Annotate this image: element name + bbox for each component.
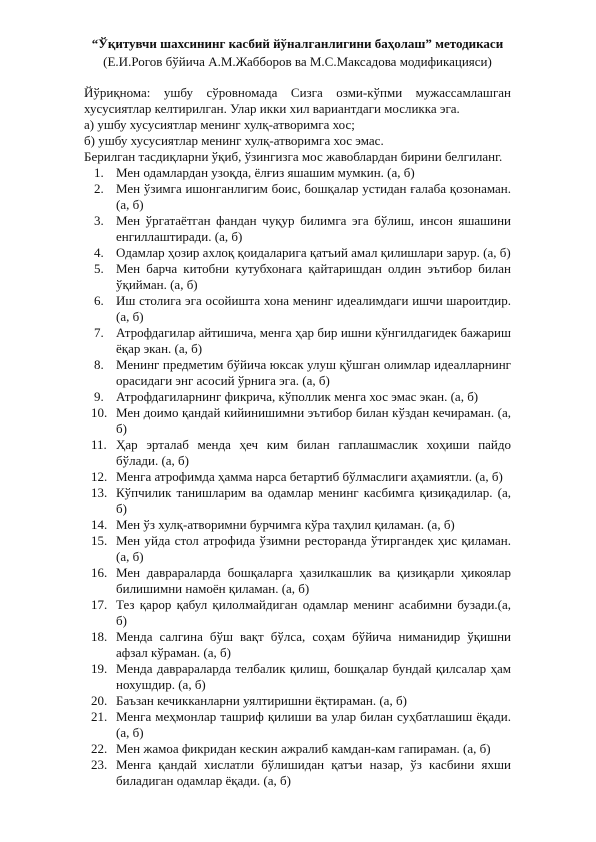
list-item: [84, 245, 511, 261]
item-number: 14.: [91, 517, 108, 532]
item-number: 6.: [94, 293, 104, 308]
item-number: 13.: [91, 485, 108, 500]
item-text: Мен барча китобни кутубхонага қайтаришдан олдин эътибор билан ўқийман. (а, б): [116, 261, 511, 292]
instruction-line-2: хусусиятлар келтирилган. Улар икки хил вариантдаги мосликка эга.: [84, 101, 460, 116]
item-number: 18.: [91, 629, 108, 644]
instruction-line-1: Йўриқнома: ушбу сўровномада Сизга озми-кўпми мужассамлашган: [84, 85, 511, 100]
item-text: Менда даврараларда телбалик қилиш, бошқалар бундай қилсалар ҳам нохушдир. (а, б): [116, 661, 511, 692]
item-text: Мен даврараларда бошқаларга ҳазилкашлик ва қизиқарли ҳикоялар билишимни намоён қиламан. (а, б): [116, 565, 511, 596]
item-number: 8.: [94, 357, 104, 372]
item-number: 5.: [94, 261, 104, 276]
item-text: Мен жамоа фикридан кескин ажралиб камдан-кам гапираман. (а, б): [116, 741, 491, 756]
item-text: Атрофдагиларнинг фикрича, кўполлик менга хос эмас экан. (а, б): [116, 389, 479, 404]
list-item: [84, 533, 511, 565]
item-number: 19.: [91, 661, 108, 676]
item-text: Ҳар эрталаб менда ҳеч ким билан гаплашмаслик хоҳиши пайдо бўлади. (а, б): [116, 437, 511, 468]
item-number: 7.: [94, 325, 104, 340]
item-text: Мен ўргатаётган фандан чуқур билимга эга бўлиш, инсон яшашини енгиллаштиради. (а, б): [116, 213, 511, 244]
list-item: [84, 597, 511, 629]
item-number: 2.: [94, 181, 104, 196]
list-item: [84, 757, 511, 789]
list-item: [84, 325, 511, 357]
document-page: [84, 36, 511, 789]
list-item: [84, 181, 511, 213]
item-number: 16.: [91, 565, 108, 580]
item-number: 4.: [94, 245, 104, 260]
list-item: [84, 517, 511, 533]
list-item: [84, 485, 511, 517]
list-item: [84, 357, 511, 389]
list-item: [84, 213, 511, 245]
item-number: 11.: [91, 437, 107, 452]
item-text: Менга атрофимда ҳамма нарса бетартиб бўлмаслиги аҳамиятли. (а, б): [116, 469, 503, 484]
item-text: Менинг предметим бўйича юксак улуш қўшган олимлар идеалларнинг орасидаги энг асосий ўрнига эга. (а, б): [116, 357, 511, 388]
item-number: 17.: [91, 597, 108, 612]
item-text: Мен ўз хулқ-атворимни бурчимга кўра таҳлил қиламан. (а, б): [116, 517, 455, 532]
item-text: Атрофдагилар айтишича, менга ҳар бир ишни кўнгилдагидек бажариш ёқар экан. (а, б): [116, 325, 511, 356]
option-a: а) ушбу хусусиятлар менинг хулқ-атворимга хос;: [84, 117, 355, 132]
list-item: [84, 741, 511, 757]
list-item: [84, 709, 511, 741]
item-number: 20.: [91, 693, 108, 708]
statement-list: [84, 165, 511, 789]
list-item: [84, 389, 511, 405]
item-text: Менга қандай хислатли бўлишидан қатъи назар, ўз касбини яхши биладиган одамлар ёқади. (а, б): [116, 757, 511, 788]
item-text: Кўпчилик танишларим ва одамлар менинг касбимга қизиқадилар. (а, б): [116, 485, 511, 516]
list-item: [84, 469, 511, 485]
item-text: Мен уйда стол атрофида ўзимни ресторанда ўтиргандек ҳис қиламан. (а, б): [116, 533, 511, 564]
item-number: 10.: [91, 405, 108, 420]
instruction-line-3: Берилган тасдиқларни ўқиб, ўзингизга мос жавоблардан бирини белгиланг.: [84, 149, 503, 164]
option-b: б) ушбу хусусиятлар менинг хулқ-атворимга хос эмас.: [84, 133, 384, 148]
item-text: Тез қарор қабул қилолмайдиган одамлар менинг асабимни бузади.(а, б): [116, 597, 511, 628]
item-number: 15.: [91, 533, 108, 548]
item-number: 23.: [91, 757, 108, 772]
item-number: 21.: [91, 709, 108, 724]
item-number: 9.: [94, 389, 104, 404]
item-text: Менга меҳмонлар ташриф қилиши ва улар билан суҳбатлашиш ёқади. (а, б): [116, 709, 511, 740]
item-text: Мен доимо қандай кийинишимни эътибор билан кўздан кечираман. (а, б): [116, 405, 511, 436]
item-number: 12.: [91, 469, 108, 484]
item-text: Мен одамлардан узоқда, ёлғиз яшашим мумкин. (а, б): [116, 165, 415, 180]
list-item: [84, 661, 511, 693]
item-text: Менда салгина бўш вақт бўлса, соҳам бўйича ниманидир ўқишни афзал кўраман. (а, б): [116, 629, 511, 660]
list-item: [84, 405, 511, 437]
item-text: Иш столига эга осойишта хона менинг идеалимдаги ишчи шароитдир. (а, б): [116, 293, 511, 324]
list-item: [84, 565, 511, 597]
item-number: 3.: [94, 213, 104, 228]
document-subtitle: (Е.И.Рогов бўйича А.М.Жабборов ва М.С.Максадова модификацияси): [103, 54, 492, 69]
item-number: 1.: [94, 165, 104, 180]
item-number: 22.: [91, 741, 108, 756]
list-item: [84, 293, 511, 325]
item-text: Мен ўзимга ишонганлигим боис, бошқалар устидан ғалаба қозонаман. (а, б): [116, 181, 511, 212]
list-item: [84, 165, 511, 181]
list-item: [84, 261, 511, 293]
item-text: Баъзан кечикканларни уялтиришни ёқтираман. (а, б): [116, 693, 407, 708]
document-title: “Ўқитувчи шахсининг касбий йўналганлигини баҳолаш” методикаси: [91, 36, 504, 51]
item-text: Одамлар ҳозир ахлоқ қоидаларига қатъий амал қилишлари зарур. (а, б): [116, 245, 511, 260]
list-item: [84, 629, 511, 661]
list-item: [84, 693, 511, 709]
list-item: [84, 437, 511, 469]
